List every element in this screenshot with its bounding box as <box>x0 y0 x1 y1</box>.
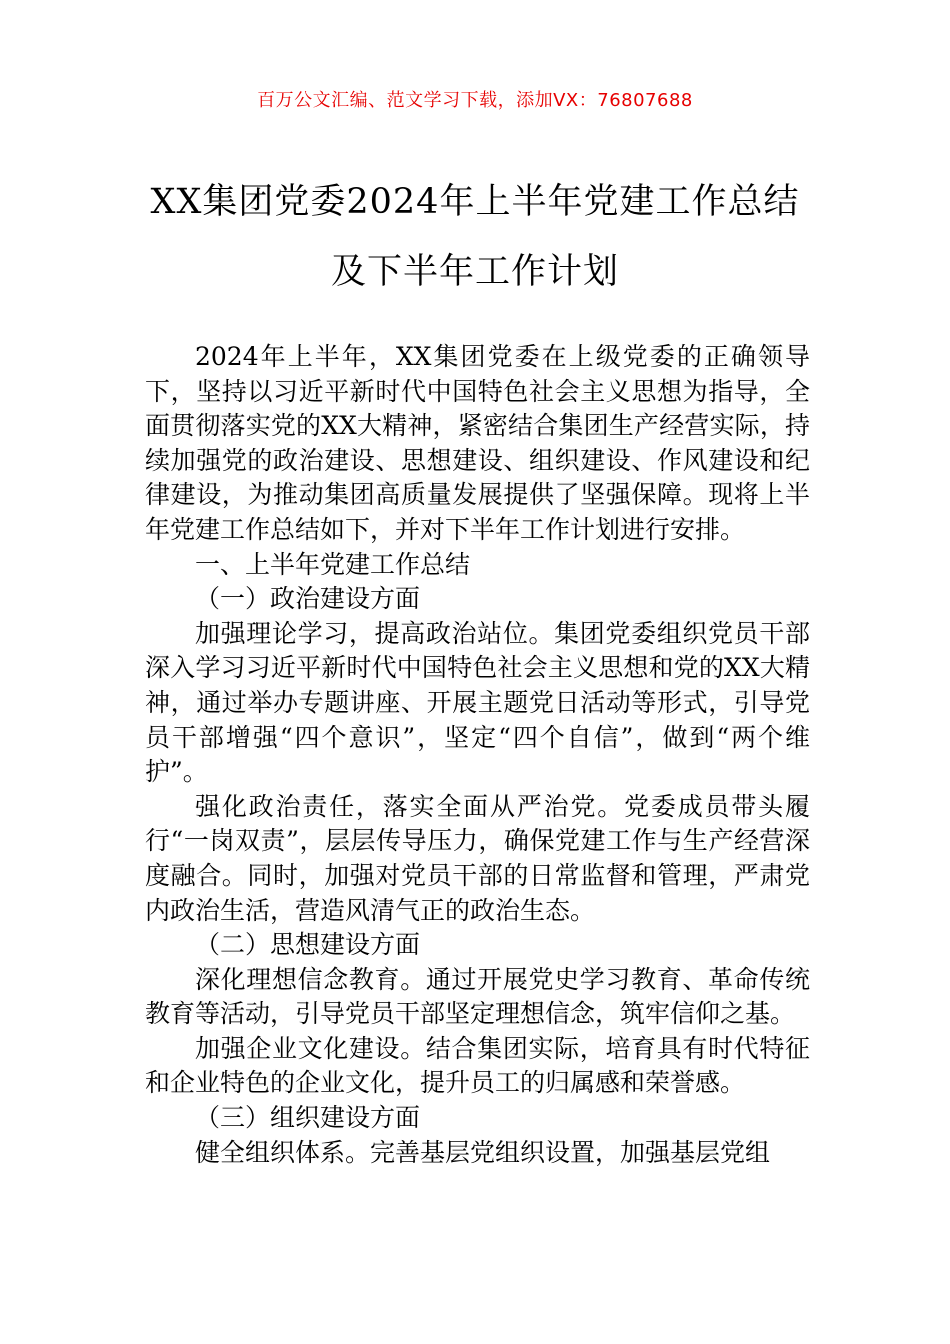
subsection-heading-ideological: （二）思想建设方面 <box>195 930 421 960</box>
subsection-heading-organizational: （三）组织建设方面 <box>195 1103 421 1133</box>
paragraph-political-responsibility: 强化政治责任，落实全面从严治党。党委成员带头履行“一岗双责”，层层传导压力，确保党建工作与生产经营深度融合。同时，加强对党员干部的日常监督和管理，严肃党内政治生活，营造风清气正的政治生态。 <box>145 791 810 925</box>
intro-paragraph: 2024年上半年，XX集团党委在上级党委的正确领导下，坚持以习近平新时代中国特色社会主义思想为指导，全面贯彻落实党的XX大精神，紧密结合集团生产经营实际，持续加强党的政治建设、思想建设、组织建设、作风建设和纪律建设，为推动集团高质量发展提供了坚强保障。现将上半年党建工作总结如下，并对下半年工作计划进行安排。 <box>145 342 810 544</box>
paragraph-corporate-culture: 加强企业文化建设。结合集团实际，培育具有时代特征和企业特色的企业文化，提升员工的归属感和荣誉感。 <box>145 1033 810 1098</box>
paragraph-ideals-education: 深化理想信念教育。通过开展党史学习教育、革命传统教育等活动，引导党员干部坚定理想信念，筑牢信仰之基。 <box>145 964 810 1029</box>
paragraph-theory-study: 加强理论学习，提高政治站位。集团党委组织党员干部深入学习习近平新时代中国特色社会主义思想和党的XX大精神，通过举办专题讲座、开展主题党日活动等形式，引导党员干部增强“四个意识”，坚定“四个自信”，做到“两个维护”。 <box>145 618 810 787</box>
header-note: 百万公文汇编、范文学习下载，添加VX：76807688 <box>257 90 693 111</box>
document-body <box>145 340 810 1170</box>
document-title-line2: 及下半年工作计划 <box>330 252 619 292</box>
section-heading-1: 一、上半年党建工作总结 <box>195 549 471 579</box>
subsection-heading-political: （一）政治建设方面 <box>195 584 421 614</box>
document-title-line1: XX集团党委2024年上半年党建工作总结 <box>150 182 800 222</box>
paragraph-organization-system: 健全组织体系。完善基层党组织设置，加强基层党组 <box>195 1137 771 1167</box>
